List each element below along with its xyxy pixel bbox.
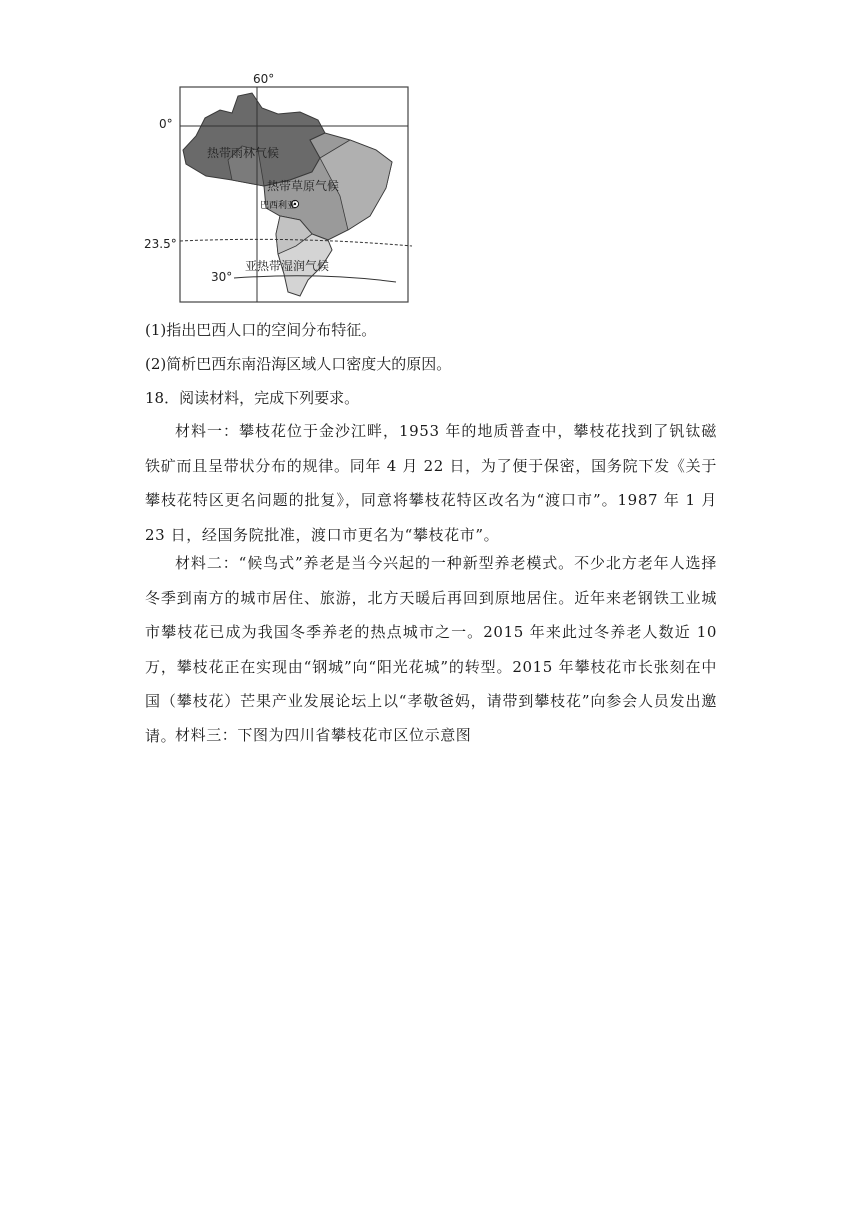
subtropical-label: 亚热带湿润气候: [245, 259, 330, 273]
lat30-line: [234, 276, 396, 282]
question-18: 18．阅读材料，完成下列要求。: [145, 389, 360, 407]
rainforest-label: 热带雨林气候: [207, 146, 280, 160]
lat-30-label: 30°: [211, 270, 233, 284]
material-1: 材料一：攀枝花位于金沙江畔，1953 年的地质普查中，攀枝花找到了钒钛磁铁矿而且呈带状分布的规律。同年 4 月 22 日，为了便于保密，国务院下发《关于攀枝花特区更名问题的批复》，同意将攀枝花特区改名为“渡口市”。1987 年 1 月 23 日，经国务院批准，渡口市更名为“攀枝花市”。: [145, 422, 717, 544]
lat-23-5-label: 23.5°: [144, 237, 177, 251]
savanna-label: 热带草原气候: [267, 179, 340, 193]
brazil-climate-map: [144, 68, 420, 308]
question-1: (1)指出巴西人口的空间分布特征。: [145, 321, 377, 339]
material-3: 材料三：下图为四川省攀枝花市区位示意图: [175, 726, 472, 744]
capital-label: 巴西利亚: [260, 201, 297, 211]
material-2: 材料二：“候鸟式”养老是当今兴起的一种新型养老模式。不少北方老年人选择冬季到南方的城市居住、旅游，北方天暖后再回到原地居住。近年来老钢铁工业城市攀枝花已成为我国冬季养老的热点城市之一。2015 年来此过冬养老人数近 10 万，攀枝花正在实现由“钢城”向“阳光花城”的转型。2015 年攀枝花市长张刻在中国（攀枝花）芒果产业发展论坛上以“孝敬爸妈，请带到攀枝花”向参会人员发出邀请。: [145, 554, 717, 745]
lon-60-label: 60°: [253, 72, 275, 86]
question-2: (2)简析巴西东南沿海区域人口密度大的原因。: [145, 355, 452, 373]
lat-0-label: 0°: [159, 117, 173, 131]
map-figure: [144, 68, 420, 308]
